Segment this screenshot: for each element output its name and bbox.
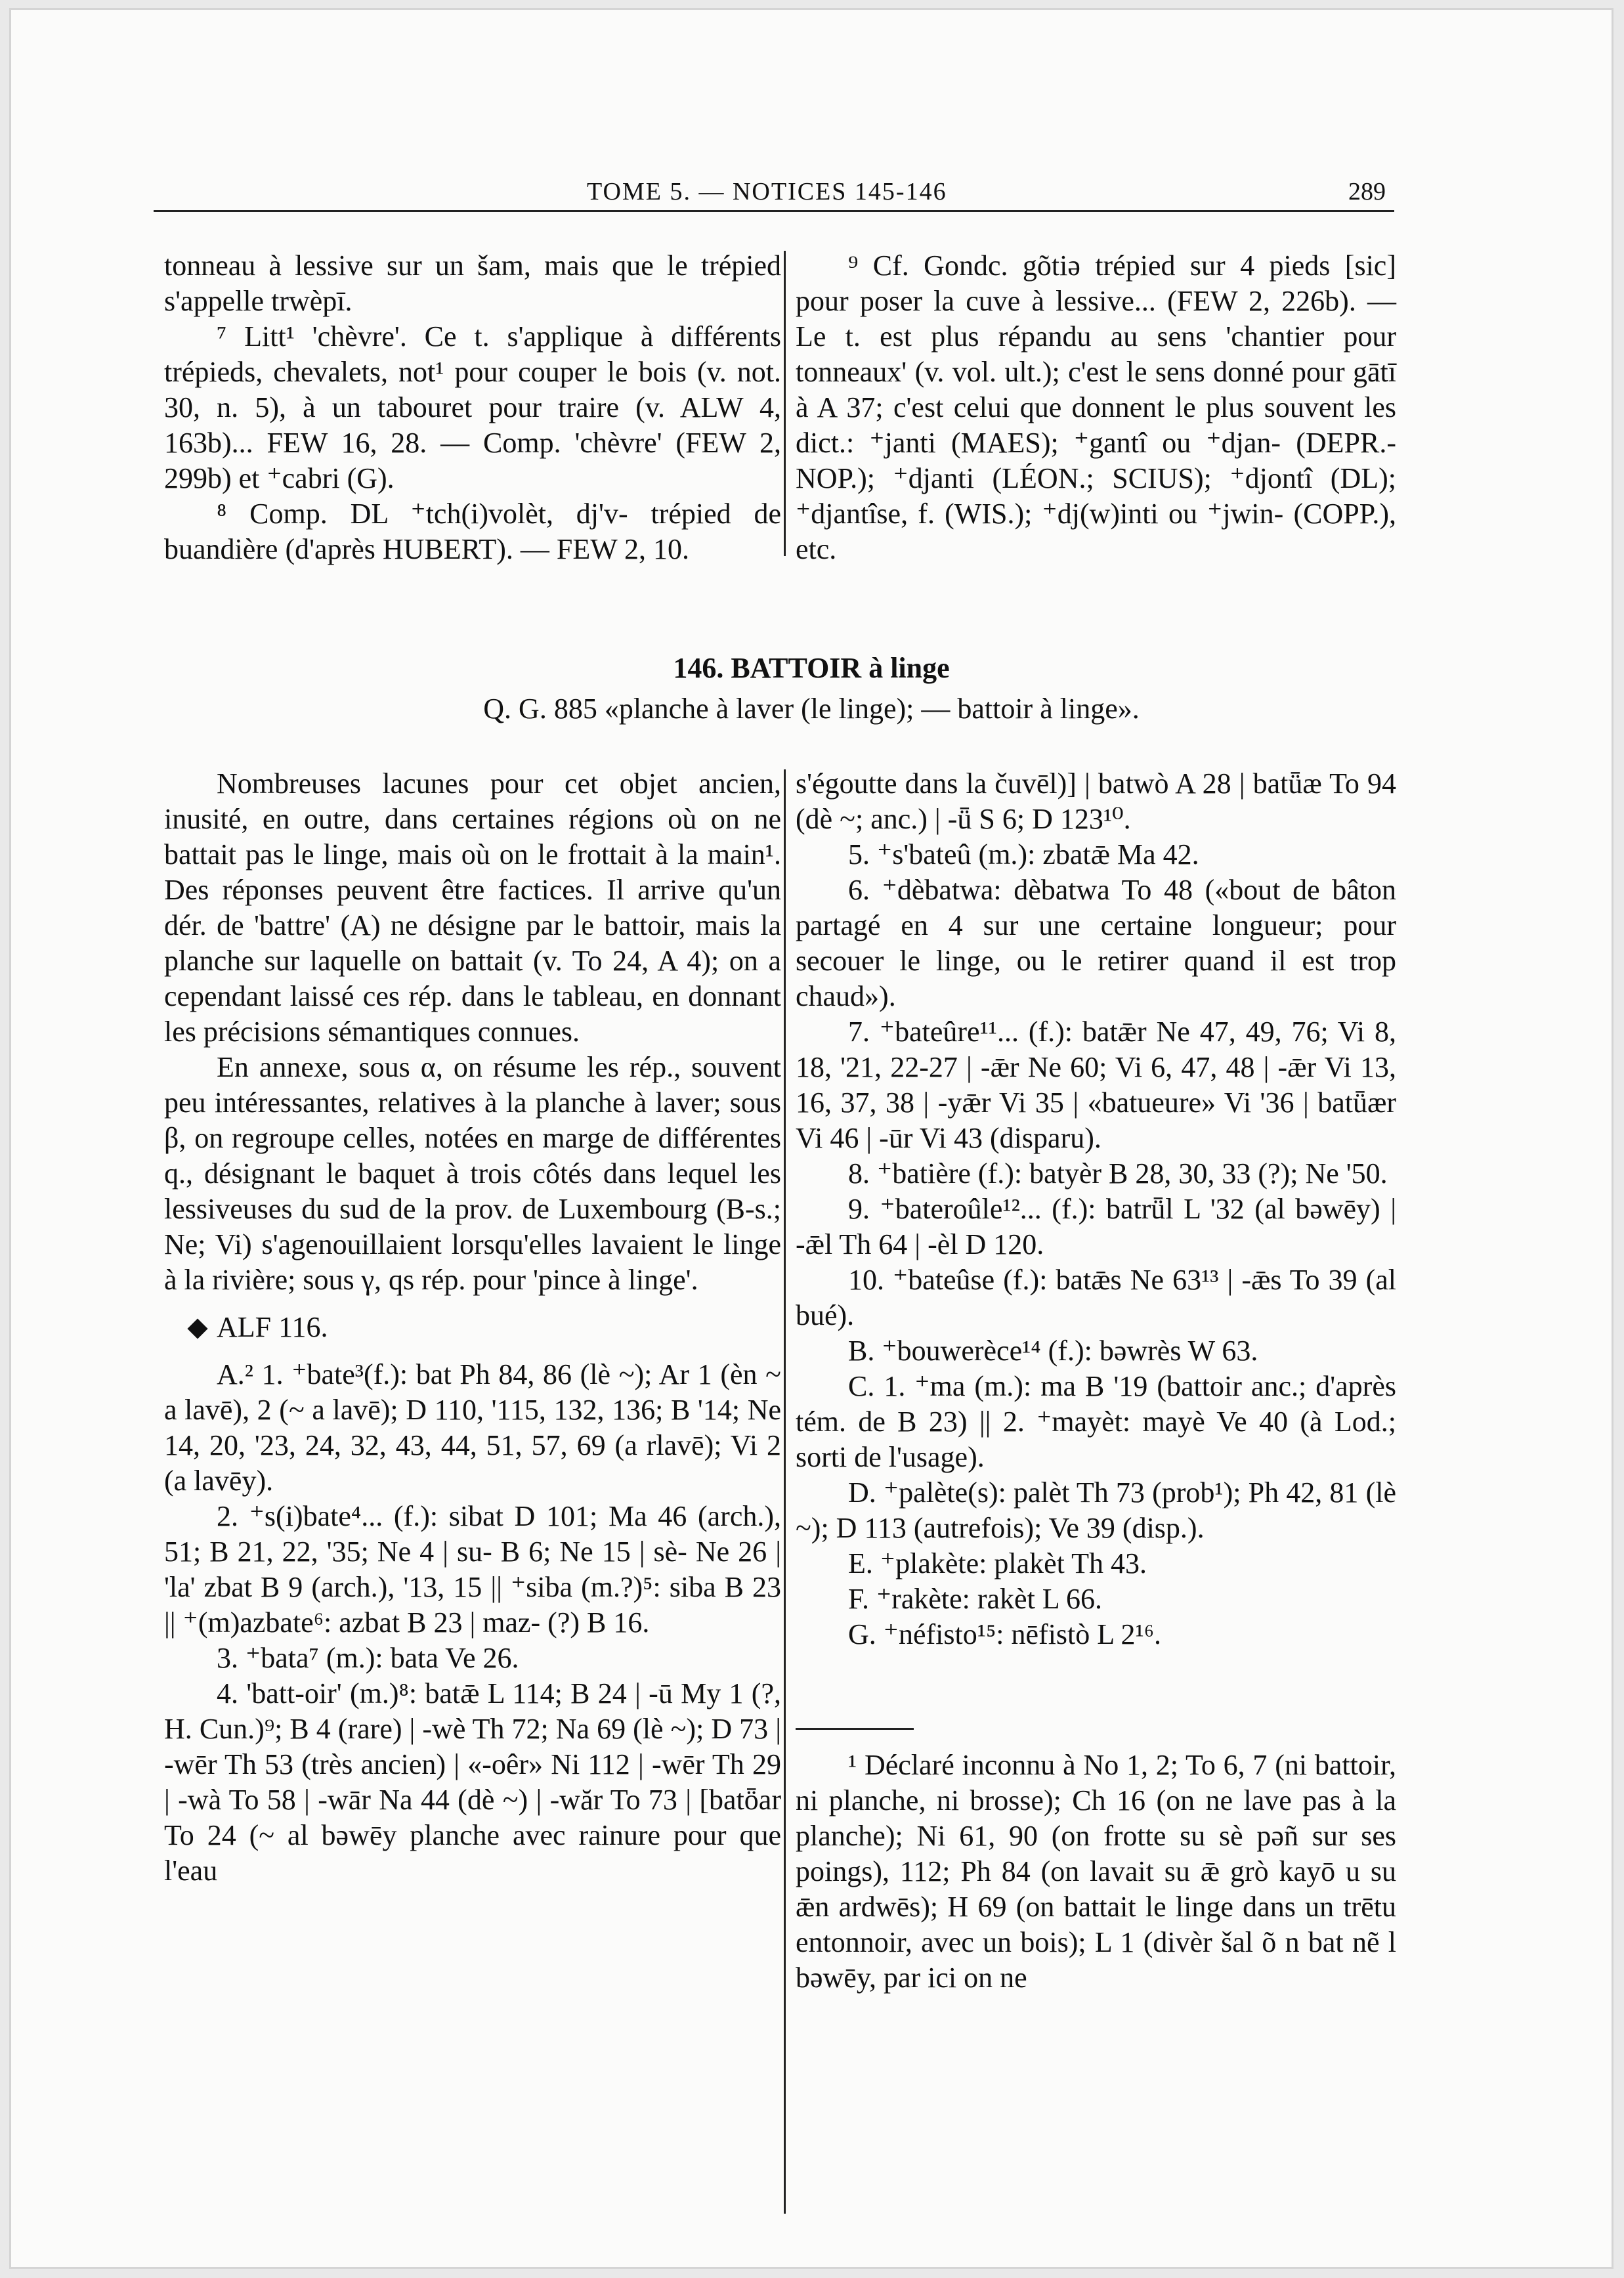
entry: E. ⁺plakète: plakèt Th 43. — [848, 1547, 1147, 1580]
entry: C. 1. ⁺ma (m.): ma B '19 (battoir anc.; d'après tém. de B 23) || 2. ⁺mayèt: mayè Ve 40 (à Lod.; sorti de l'usage). — [796, 1370, 1396, 1473]
footnote-rule — [796, 1728, 914, 1730]
footnote-8: ⁸ Comp. DL ⁺tch(i)volèt, dj'v- trépied de buandière (d'après HUBERT). — FEW 2, 10. — [164, 498, 781, 565]
column-divider — [784, 251, 786, 556]
right-column — [796, 766, 1396, 1652]
entry: 5. ⁺s'bateû (m.): zbatǣ Ma 42. — [848, 838, 1199, 870]
entry: 10. ⁺bateûse (f.): batǣs Ne 63¹³ | -ǣs To 39 (al bué). — [796, 1264, 1396, 1331]
page-number: 289 — [1348, 178, 1386, 205]
entry: D. ⁺palète(s): palèt Th 73 (prob¹); Ph 42, 81 (lè ~); D 113 (autrefois); Ve 39 (disp.). — [796, 1476, 1396, 1544]
footnote-9: ⁹ Cf. Gondc. gõtiə trépied sur 4 pieds [sic] pour poser la cuve à lessive... (FEW 2, 226b). — Le t. est plus répandu au sens 'chantier pour tonneaux' (v. vol. ult.); c'est le sens donné pour gātī à A 37; c'est celui que donnent le plus souvent les dict.: ⁺janti (MAES); ⁺gantî ou ⁺djan- (DEPR.-NOP.); ⁺djanti (LÉON.; SCIUS); ⁺djontî (DL); ⁺djantîse, f. (WIS.); ⁺dj(w)inti ou ⁺jwin- (COPP.), etc. — [796, 249, 1396, 565]
top-right-notes — [796, 248, 1396, 567]
section-subtitle: Q. G. 885 «planche à laver (le linge); — battoir à linge». — [483, 693, 1140, 725]
entry: B. ⁺bouwerèce¹⁴ (f.): bəwrès W 63. — [848, 1335, 1258, 1367]
entry: 8. ⁺batière (f.): batyèr B 28, 30, 33 (?); Ne '50. — [848, 1157, 1388, 1190]
entry: 9. ⁺bateroûle¹²... (f.): batrǖl L '32 (al bəwēy) | -ǣl Th 64 | -èl D 120. — [796, 1193, 1396, 1260]
entry: F. ⁺rakète: rakèt L 66. — [848, 1583, 1103, 1615]
entry: A.² 1. ⁺bate³(f.): bat Ph 84, 86 (lè ~); Ar 1 (èn ~ a lavē), 2 (~ a lavē); D 110, '115, 132, 136; B '14; Ne 14, 20, '23, 24, 32, 43, 44, 51, 57, 69 (a rlavē); Vi 2 (a lavēy). — [164, 1358, 781, 1497]
page — [9, 8, 1613, 2269]
paragraph: Nombreuses lacunes pour cet objet ancien, inusité, en outre, dans certaines régions où on ne battait pas le linge, mais où on le frottait à la main¹. Des réponses peuvent être factices. Il arrive qu'un dér. de 'battre' (A) ne désigne par le battoir, mais la planche sur laquelle on battait (v. To 24, A 4); on a cependant laissé ces rép. dans le tableau, en donnant les précisions sémantiques connues. — [164, 767, 781, 1048]
footnotes — [796, 1748, 1396, 1996]
diamond-icon — [187, 1318, 207, 1339]
left-column — [164, 766, 781, 1889]
running-head: TOME 5. — NOTICES 145-146 — [587, 178, 947, 205]
entry: 4. 'batt-oir' (m.)⁸: batǣ L 114; B 24 | -ū My 1 (?, H. Cun.)⁹; B 4 (rare) | -wè Th 72; Na 69 (lè ~); D 73 | -wēr Th 53 (très ancien) | «-oêr» Ni 112 | -wēr Th 29 | -wà To 58 | -wār Na 44 (dè ~) | -wăr To 73 | [batȫar To 24 (~ al bəwēy planche avec rainure pour que l'eau — [164, 1677, 781, 1887]
section-title: 146. BATTOIR à linge — [673, 652, 950, 684]
top-left-notes — [164, 248, 781, 567]
header-rule — [154, 210, 1394, 212]
column-divider — [784, 769, 786, 2214]
entry: 2. ⁺s(i)bate⁴... (f.): sibat D 101; Ma 46 (arch.), 51; B 21, 22, '35; Ne 4 | su- B 6; Ne 15 | sè- Ne 26 | 'la' zbat B 9 (arch.), '13, 15 || ⁺siba (m.?)⁵: siba B 23 || ⁺(m)azbate⁶: azbat B 23 | maz- (?) B 16. — [164, 1500, 781, 1639]
entry: 6. ⁺dèbatwa: dèbatwa To 48 («bout de bâton partagé en 4 sur une certaine longueur; pour secouer le linge, ou le retirer quand il est trop chaud»). — [796, 874, 1396, 1012]
paragraph: En annexe, sous α, on résume les rép., souvent peu intéressantes, relatives à la planche à laver; sous β, on regroupe celles, notées en marge de différentes q., désignant le baquet à trois côtés dans lequel les lessiveuses du sud de la prov. de Luxembourg (B-s.; Ne; Vi) s'agenouillaient lorsqu'elles lavaient le linge à la rivière; sous γ, qs rép. pour 'pince à linge'. — [164, 1051, 781, 1296]
entry: G. ⁺néfisto¹⁵: nēfistò L 2¹⁶. — [848, 1618, 1162, 1650]
note-continuation: tonneau à lessive sur un šam, mais que le trépied s'appelle trwèpī. — [164, 249, 781, 317]
entry: s'égoutte dans la čuvēl)] | batwò A 28 | batǖæ To 94 (dè ~; anc.) | -ǖ S 6; D 123¹⁰. — [796, 767, 1396, 835]
footnote-1: ¹ Déclaré inconnu à No 1, 2; To 6, 7 (ni battoir, ni planche, ni brosse); Ch 16 (on ne lave pas à la planche); Ni 61, 90 (on frotte su sè pəñ sur ses poings), 112; Ph 84 (on lavait su ǣ grò kayō u su ǣn ardwēs); H 69 (on battait le linge dans un trētu entonnoir, avec un bois); L 1 (divèr šal õ n bat nẽ l bəwēy, par ici on ne — [796, 1749, 1396, 1994]
entry: 7. ⁺bateûre¹¹... (f.): batǣr Ne 47, 49, 76; Vi 8, 18, '21, 22-27 | -ǣr Ne 60; Vi 6, 47, 48 | -ǣr Vi 13, 16, 37, 38 | -yǣr Vi 35 | «batueure» Vi '36 | batǖær Vi 46 | -ūr Vi 43 (disparu). — [796, 1016, 1396, 1154]
footnote-7: ⁷ Litt¹ 'chèvre'. Ce t. s'applique à différents trépieds, chevalets, not¹ pour couper le bois (v. not. 30, n. 5), à un tabouret pour traire (v. ALW 4, 163b)... FEW 16, 28. — Comp. 'chèvre' (FEW 2, 299b) et ⁺cabri (G). — [164, 320, 781, 494]
entry: 3. ⁺bata⁷ (m.): bata Ve 26. — [217, 1642, 519, 1674]
alf-reference: ALF 116. — [164, 1310, 781, 1345]
